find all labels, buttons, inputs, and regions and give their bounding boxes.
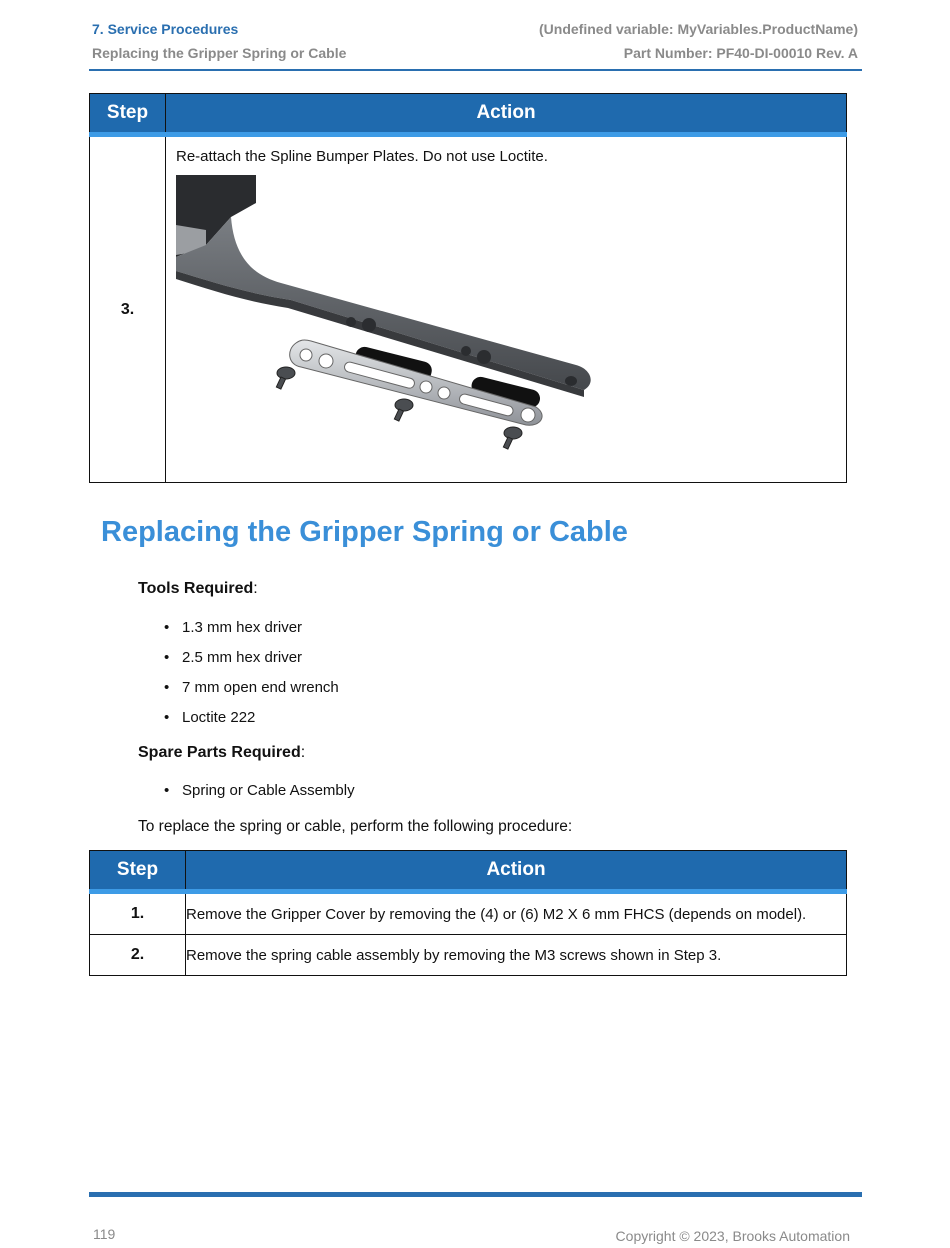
footer-rule — [89, 1192, 862, 1197]
spares-heading: Spare Parts Required: — [138, 744, 306, 761]
table-row — [90, 892, 847, 935]
tools-heading-text: Tools Required — [138, 580, 254, 597]
action-text: Remove the Gripper Cover by removing the (4) or (6) M2 X 6 mm FHCS (depends on model). — [186, 892, 847, 935]
column-header-action: Action — [186, 851, 847, 892]
header-product: (Undefined variable: MyVariables.ProductName) — [539, 21, 858, 37]
copyright: Copyright © 2023, Brooks Automation — [615, 1228, 850, 1244]
tools-heading: Tools Required: — [138, 580, 258, 597]
step-number: 3. — [90, 135, 166, 483]
spares-list — [138, 781, 355, 811]
action-text: Remove the spring cable assembly by removing the M3 screws shown in Step 3. — [186, 935, 847, 976]
step-number: 2. — [90, 935, 186, 976]
step-table-continued — [89, 93, 847, 483]
column-header-action: Action — [166, 94, 847, 135]
header-section: 7. Service Procedures — [92, 21, 239, 37]
table-row — [90, 135, 847, 483]
spline-bumper-illustration — [176, 175, 606, 455]
list-item: • 2.5 mm hex driver — [164, 649, 303, 666]
list-item: • 7 mm open end wrench — [164, 679, 339, 696]
header-subsection: Replacing the Gripper Spring or Cable — [92, 45, 347, 61]
list-item: • Loctite 222 — [164, 709, 256, 726]
column-header-step: Step — [90, 851, 186, 892]
column-header-step: Step — [90, 94, 166, 135]
table-row — [90, 935, 847, 976]
tools-list — [138, 618, 339, 738]
list-item: • 1.3 mm hex driver — [164, 619, 303, 636]
header-part-number: Part Number: PF40-DI-00010 Rev. A — [623, 45, 858, 61]
list-item: • Spring or Cable Assembly — [164, 782, 355, 799]
page-number: 119 — [93, 1226, 116, 1242]
action-cell — [166, 135, 847, 483]
section-title: Replacing the Gripper Spring or Cable — [101, 516, 628, 548]
step-table — [89, 850, 847, 976]
header-rule — [89, 69, 862, 71]
procedure-intro: To replace the spring or cable, perform the following procedure: — [138, 818, 573, 835]
spares-heading-text: Spare Parts Required — [138, 744, 301, 761]
action-text: Re-attach the Spline Bumper Plates. Do not use Loctite. — [176, 148, 548, 165]
step-number: 1. — [90, 892, 186, 935]
